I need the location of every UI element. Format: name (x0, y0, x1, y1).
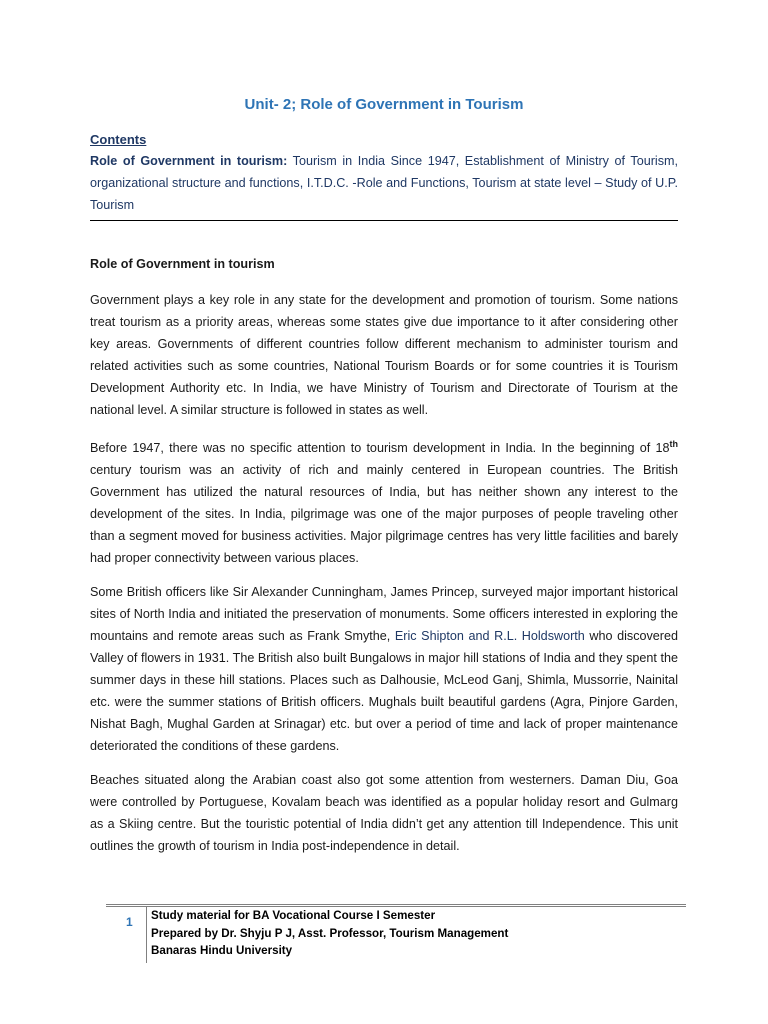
paragraph-2-part-b: century tourism was an activity of rich and mainly centered in European countries. The British Government has utilized the natural resources of India, but has neither shown any interest to the development of the sites. In India, pilgrimage was one of the major purposes of people traveling other than a segment moved for business activities. Major pilgrimage centres has very little facilities and barely had proper connectivity between various places. (90, 463, 678, 566)
paragraph-4: Beaches situated along the Arabian coast also got some attention from westerners. Daman Diu, Goa were controlled by Portuguese, Kovalam beach was identified as a popular holiday resort and Gulmarg as a Skiing centre. But the touristic potential of India didn’t get any attention till Independence. This unit outlines the growth of tourism in India post-independence in detail. (90, 773, 678, 854)
paragraph-3-part-a: Some British officers like Sir Alexander Cunningham, James Princep, surveyed major important historical sites of North India and initiated the preservation of monuments. Some officers interested in exploring the mountains and remote areas such as Frank Smythe, (90, 585, 678, 644)
page-number: 1 (126, 915, 133, 929)
footer-line-3: Banaras Hindu University (151, 944, 293, 957)
page-title: Unit- 2; Role of Government in Tourism (244, 96, 524, 113)
contents-text: Tourism in India Since 1947, Establishment of Ministry of Tourism, organizational structure and functions, I.T.D.C. -Role and Functions, Tourism at state level – Study of U.P. Tourism (90, 154, 678, 212)
paragraph-2 (90, 433, 678, 569)
contents-heading: Contents (90, 132, 147, 147)
paragraph-3-highlight: Eric Shipton and R.L. Holdsworth (394, 629, 585, 644)
paragraph-1: Government plays a key role in any state for the development and promotion of tourism. Some nations treat tourism as a priority areas, whereas some states give due importance to it after considering other key areas. Governments of different countries follow different mechanism to administer tourism and related activities such as some countries, National Tourism Boards or for some countries it is Tourism Development Authority etc. In India, we have Ministry of Tourism and Directorate of Tourism at the national level. A similar structure is followed in states as well. (90, 293, 678, 417)
superscript-th: th (669, 439, 678, 449)
divider (90, 220, 678, 221)
paragraph-2-part-a: Before 1947, there was no specific attention to tourism development in India. In the beginning of 18 (90, 441, 670, 456)
document-content (90, 84, 678, 857)
footer-line-2: Prepared by Dr. Shyju P J, Asst. Professor, Tourism Management (151, 926, 509, 940)
contents-lead: Role of Government in tourism: (90, 154, 288, 168)
section-heading: Role of Government in tourism (90, 257, 275, 271)
paragraph-3-part-b: who discovered Valley of flowers in 1931. The British also built Bungalows in major hill stations of India and they spent the summer days in these hill stations. Places such as Dalhousie, McLeod Ganj, Shimla, Mussorrie, Nainital etc. were the summer stations of British officers. Mughals built beautiful gardens (Agra, Pinjore Garden, Nishat Bagh, Mughal Garden at Srinagar) etc. but over a period of time and lack of proper maintenance deteriorated the conditions of these gardens. (90, 629, 678, 754)
footer-text (146, 907, 508, 963)
page-footer (106, 904, 686, 965)
footer-line-1: Study material for BA Vocational Course I Semester (151, 909, 436, 922)
paragraph-3 (90, 581, 678, 757)
contents-summary (90, 150, 678, 216)
